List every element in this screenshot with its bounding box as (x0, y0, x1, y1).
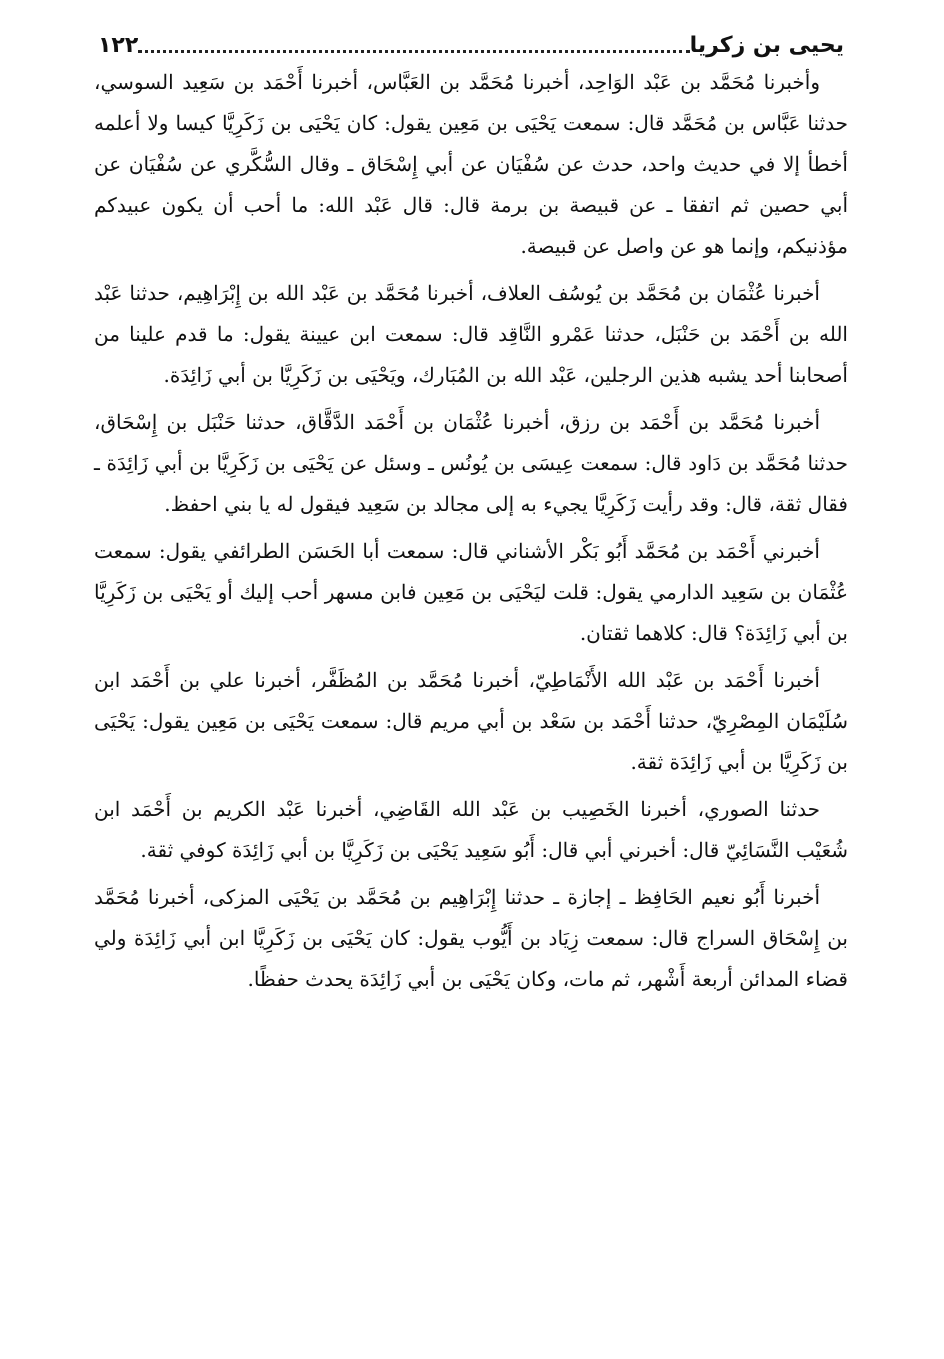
dotted-leader (138, 50, 689, 53)
paragraph: أخبرنا مُحَمَّد بن أَحْمَد بن رزق، أخبرنا عُثْمَان بن أَحْمَد الدَّقَّاق، حدثنا حَنْبَل بن إِسْحَاق، حدثنا مُحَمَّد بن دَاود قال: سمعت عِيسَى بن يُونُس ـ وسئل عن يَحْيَى بن زَكَرِيَّا بن أبي زَائِدَة ـ فقال ثقة، قال: وقد رأيت زَكَرِيَّا يجيء به إلى مجالد بن سَعِيد فيقول له يا بني احفظ. (94, 410, 848, 516)
running-head (92, 24, 850, 58)
running-title: يحيى بن زكريا (689, 33, 844, 58)
paragraph: أخبرنا عُثْمَان بن مُحَمَّد بن يُوسُف العلاف، أخبرنا مُحَمَّد بن عَبْد الله بن إِبْرَاهِيم، حدثنا عَبْد الله بن أَحْمَد بن حَنْبَل، حدثنا عَمْرو النَّاقِد قال: سمعت ابن عيينة يقول: ما قدم علينا من أصحابنا أحد يشبه هذين الرجلين، عَبْد الله بن المُبَارك، ويَحْيَى بن زَكَرِيَّا بن أبي زَائِدَة. (94, 281, 848, 387)
page-number: ١٢٢ (98, 33, 139, 58)
page-body (94, 62, 848, 1006)
paragraph: وأخبرنا مُحَمَّد بن عَبْد الوَاحِد، أخبرنا مُحَمَّد بن العَبَّاس، أخبرنا أَحْمَد بن سَعِيد السوسي، حدثنا عَبَّاس بن مُحَمَّد قال: سمعت يَحْيَى بن مَعِين يقول: كان يَحْيَى بن زَكَرِيَّا كيسا ولا أعلمه أخطأ إلا في حديث واحد، حدث عن سُفْيَان عن أبي إِسْحَاق ـ وقال السُّكَّري عن سُفْيَان عن أبي حصين ثم اتفقا ـ عن قبيصة بن برمة قال: قال عَبْد الله: ما أحب أن يكون عبيدكم مؤذنيكم، وإنما هو عن واصل عن قبيصة. (94, 70, 848, 258)
paragraph: أخبرنا أَبُو نعيم الحَافِظ ـ إجازة ـ حدثنا إِبْرَاهِيم بن مُحَمَّد بن يَحْيَى المزكى، أخبرنا مُحَمَّد بن إِسْحَاق السراج قال: سمعت زِيَاد بن أَيُّوب يقول: كان يَحْيَى بن زَكَرِيَّا ابن أبي زَائِدَة ولي قضاء المدائن أربعة أَشْهر، ثم مات، وكان يَحْيَى بن أبي زَائِدَة يحدث حفظًا. (94, 885, 848, 991)
paragraph: حدثنا الصوري، أخبرنا الخَصِيب بن عَبْد الله القَاضِي، أخبرنا عَبْد الكريم بن أَحْمَد ابن شُعَيْب النَّسَائِيّ قال: أخبرني أبي قال: أَبُو سَعِيد يَحْيَى بن زَكَرِيَّا بن أبي زَائِدَة كوفي ثقة. (94, 797, 848, 862)
paragraph: أخبرنا أَحْمَد بن عَبْد الله الأَنْمَاطِيّ، أخبرنا مُحَمَّد بن المُظَفَّر، أخبرنا علي بن أَحْمَد ابن سُلَيْمَان المِصْرِيّ، حدثنا أَحْمَد بن سَعْد بن أبي مريم قال: سمعت يَحْيَى بن مَعِين يقول: يَحْيَى بن زَكَرِيَّا بن أبي زَائِدَة ثقة. (94, 668, 848, 774)
paragraph: أخبرني أَحْمَد بن مُحَمَّد أَبُو بَكْر الأشناني قال: سمعت أبا الحَسَن الطرائفي يقول: سمعت عُثْمَان بن سَعِيد الدارمي يقول: قلت ليَحْيَى بن مَعِين فابن مسهر أحب إليك أو يَحْيَى بن زَكَرِيَّا بن أبي زَائِدَة؟ قال: كلاهما ثقتان. (94, 539, 848, 645)
